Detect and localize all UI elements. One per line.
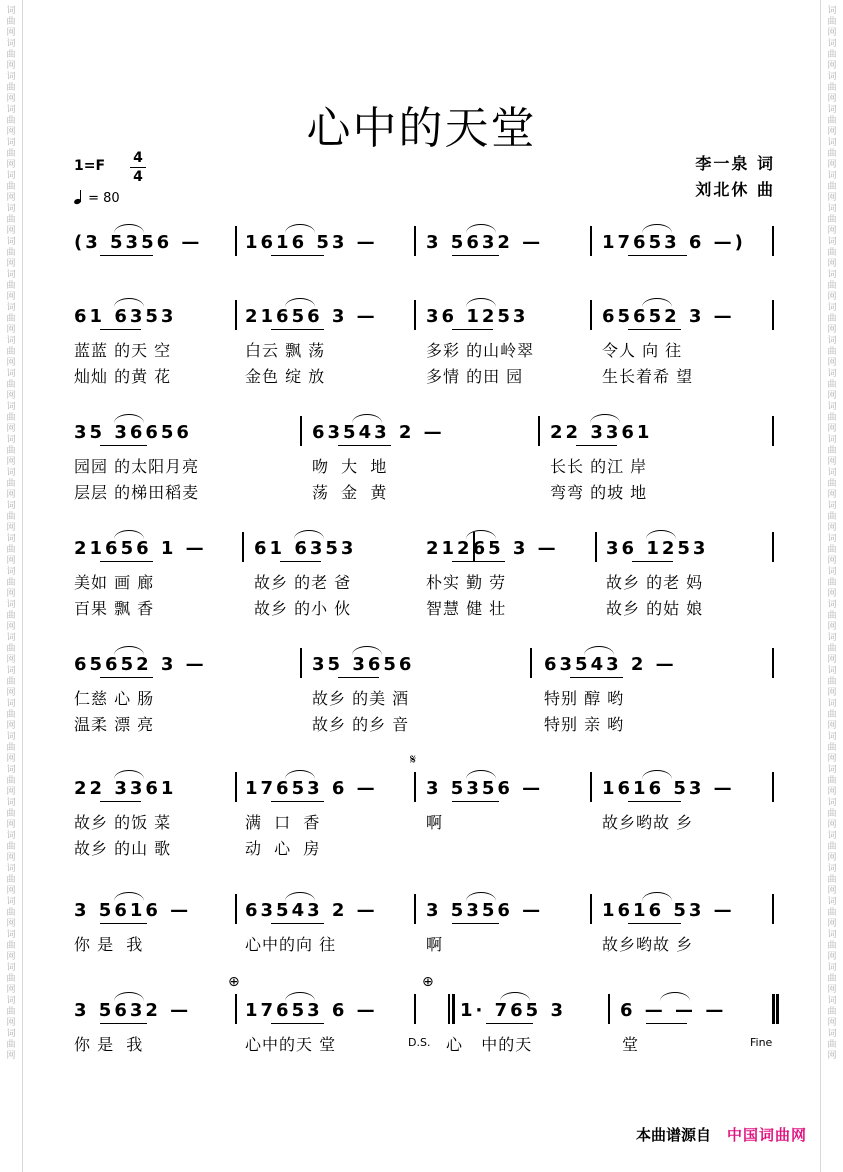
measure-notes: 61 6353: [254, 538, 357, 559]
tempo-marking: [74, 191, 120, 206]
bar-line: [448, 994, 450, 1024]
lyric-line: 故乡 的美 酒: [312, 689, 410, 708]
watermark-text-right: 词曲网词曲网词曲网词曲网词曲网词曲网词曲网词曲网词曲网词曲网词曲网词曲网词曲网词曲网词曲网词曲网词曲网词曲网词曲网词曲网词曲网词曲网词曲网词曲网词曲网词曲网词曲网词曲网词曲网词曲网词曲网词曲网: [827, 6, 837, 1061]
measure-notes: 63543 2 —: [312, 422, 445, 443]
bar-line: [414, 894, 416, 924]
beam-underline: [100, 677, 153, 678]
measure-notes: 1616 53 —: [245, 232, 378, 253]
slur: [114, 992, 144, 1001]
bar-line: [235, 894, 237, 924]
measure-notes: 1616 53 —: [602, 900, 735, 921]
bar-line: [595, 532, 597, 562]
beam-underline: [570, 677, 623, 678]
note-row: [60, 222, 782, 258]
lyric-line: 朴实 勤 劳: [426, 573, 507, 592]
bar-line: [772, 894, 774, 924]
measure-notes: 21656 3 —: [245, 306, 378, 327]
measure-notes: 63543 2 —: [245, 900, 378, 921]
lyric-line: 故乡 的山 歌: [74, 839, 172, 858]
measure-notes: 1· 765 3: [460, 1000, 566, 1021]
slur: [500, 992, 530, 1001]
beam-underline: [100, 923, 147, 924]
measure-notes: 35 3656: [312, 654, 415, 675]
slur: [466, 770, 496, 779]
beam-underline: [100, 801, 141, 802]
lyric-line: 啊: [426, 935, 444, 954]
note-row: [60, 990, 782, 1026]
time-signature: [130, 150, 146, 185]
lyric-line: 多情 的田 园: [426, 367, 524, 386]
slur: [285, 770, 315, 779]
beam-underline: [271, 801, 324, 802]
beam-underline: [452, 329, 493, 330]
lyric-line: 蓝蓝 的天 空: [74, 341, 172, 360]
bar-line: [300, 648, 302, 678]
lyric-line: 心中的向 往: [245, 935, 337, 954]
segno-icon: 𝄋: [410, 752, 417, 768]
lyric-line: 心中的天 堂: [245, 1035, 337, 1054]
beam-underline: [452, 923, 499, 924]
slur: [114, 646, 144, 655]
slur: [660, 992, 690, 1001]
beam-underline: [100, 255, 153, 256]
tempo-value: = 80: [88, 191, 120, 206]
measure-notes: (3 5356 —: [74, 232, 203, 253]
watermark-left: [0, 0, 23, 1172]
measure-notes: 61 6353: [74, 306, 177, 327]
footer: [636, 1124, 807, 1145]
beam-underline: [338, 445, 391, 446]
bar-line: [590, 772, 592, 802]
measure-notes: 3 5632 —: [426, 232, 544, 253]
beam-underline: [628, 801, 681, 802]
lyric-line: 特别 亲 哟: [544, 715, 625, 734]
slur: [285, 892, 315, 901]
slur: [642, 892, 672, 901]
lyric-line: 园园 的太阳月亮: [74, 457, 200, 476]
measure-notes: 3 5632 —: [74, 1000, 192, 1021]
lyric-line: 满 口 香: [245, 813, 321, 832]
slur: [114, 298, 144, 307]
slur: [114, 414, 144, 423]
bar-line: [414, 772, 416, 802]
lyric-line: 故乡 的老 爸: [254, 573, 352, 592]
beam-underline: [100, 1023, 147, 1024]
slur: [466, 224, 496, 233]
lyric-line: 堂: [622, 1035, 640, 1054]
lyric-line: 故乡 的小 伙: [254, 599, 352, 618]
lyric-line: 白云 飘 荡: [245, 341, 326, 360]
footer-brand: 中国词曲网: [726, 1126, 807, 1144]
bar-line: [530, 648, 532, 678]
measure-notes: 6 — — —: [620, 1000, 727, 1021]
bar-line: [590, 894, 592, 924]
beam-underline: [628, 923, 681, 924]
bar-line: [414, 300, 416, 330]
bar-line: [414, 226, 416, 256]
note-row: [60, 644, 782, 680]
coda-icon: ⊕: [422, 974, 434, 990]
bar-line: [235, 300, 237, 330]
lyric-line: 啊: [426, 813, 444, 832]
key-signature: 1=F: [74, 158, 106, 174]
measure-notes: 22 3361: [550, 422, 653, 443]
footer-source: 本曲谱源自: [635, 1126, 711, 1144]
lyric-line: 你 是 我: [74, 1035, 144, 1054]
slur: [114, 770, 144, 779]
slur: [466, 530, 496, 539]
slur: [584, 646, 614, 655]
measure-notes: 22 3361: [74, 778, 177, 799]
lyric-line: 多彩 的山岭翠: [426, 341, 535, 360]
note-row: [60, 528, 782, 564]
bar-line: [235, 226, 237, 256]
bar-line: [772, 772, 774, 802]
watermark-right: [820, 0, 843, 1172]
beam-underline: [452, 255, 499, 256]
lyric-line: 故乡 的乡 音: [312, 715, 410, 734]
beam-underline: [271, 329, 324, 330]
beam-underline: [632, 561, 673, 562]
measure-notes: 36 1253: [606, 538, 709, 559]
measure-notes: 65652 3 —: [602, 306, 735, 327]
slur: [646, 530, 676, 539]
measure-notes: 65652 3 —: [74, 654, 207, 675]
slur: [114, 224, 144, 233]
beam-underline: [646, 1023, 687, 1024]
lyric-line: 弯弯 的坡 地: [550, 483, 648, 502]
slur: [352, 646, 382, 655]
lyric-line: 故乡 的老 妈: [606, 573, 704, 592]
slur: [114, 892, 144, 901]
lyric-line: 故乡 的饭 菜: [74, 813, 172, 832]
slur: [114, 530, 144, 539]
measure-notes: 36 1253: [426, 306, 529, 327]
bar-line: [235, 994, 237, 1024]
lyric-line: 荡 金 黄: [312, 483, 388, 502]
lyric-line: 令人 向 往: [602, 341, 683, 360]
beam-underline: [452, 561, 505, 562]
lyric-line: 长长 的江 岸: [550, 457, 648, 476]
beam-underline: [280, 561, 321, 562]
bar-line: [772, 648, 774, 678]
lyric-line: 生长着希 望: [602, 367, 694, 386]
measure-notes: 21656 1 —: [74, 538, 207, 559]
lyric-line: 你 是 我: [74, 935, 144, 954]
bar-line: [772, 994, 775, 1024]
beam-underline: [100, 561, 153, 562]
measure-notes: 17653 6 —: [245, 1000, 378, 1021]
lyric-line: 心 中的天: [446, 1035, 533, 1054]
coda-icon: ⊕: [228, 974, 240, 990]
lyric-line: 金色 绽 放: [245, 367, 326, 386]
bar-line: [242, 532, 244, 562]
slur: [294, 530, 324, 539]
note-row: [60, 412, 782, 448]
lyric-line: 温柔 漂 亮: [74, 715, 155, 734]
lyric-line: 灿灿 的黄 花: [74, 367, 172, 386]
beam-underline: [100, 445, 147, 446]
beam-underline: [628, 255, 687, 256]
bar-line: [772, 226, 774, 256]
lyric-line: 智慧 健 壮: [426, 599, 507, 618]
bar-line: [590, 226, 592, 256]
beam-underline: [486, 1023, 533, 1024]
song-title: 心中的天堂: [306, 103, 537, 154]
measure-notes: 21265 3 —: [426, 538, 559, 559]
bar-line: [300, 416, 302, 446]
composer-credit: 刘北休 曲: [695, 180, 775, 199]
lyric-line: 动 心 房: [245, 839, 321, 858]
lyric-line: 百果 飘 香: [74, 599, 155, 618]
beam-underline: [338, 677, 379, 678]
bar-line: [772, 532, 774, 562]
beam-underline: [271, 255, 324, 256]
lyric-line: 特别 醇 哟: [544, 689, 625, 708]
slur: [642, 770, 672, 779]
watermark-text-left: 词曲网词曲网词曲网词曲网词曲网词曲网词曲网词曲网词曲网词曲网词曲网词曲网词曲网词曲网词曲网词曲网词曲网词曲网词曲网词曲网词曲网词曲网词曲网词曲网词曲网词曲网词曲网词曲网词曲网词曲网词曲网词曲网: [6, 6, 16, 1061]
slur: [285, 224, 315, 233]
measure-notes: 35 36656: [74, 422, 192, 443]
bar-line: [772, 416, 774, 446]
beam-underline: [271, 923, 324, 924]
slur: [466, 298, 496, 307]
beam-underline: [100, 329, 141, 330]
lyric-line: 仁慈 心 肠: [74, 689, 155, 708]
measure-notes: 17653 6 —: [245, 778, 378, 799]
measure-notes: 3 5356 —: [426, 900, 544, 921]
slur: [590, 414, 620, 423]
ds-marking: D.S.: [408, 1036, 431, 1049]
quarter-note-icon: [74, 192, 84, 204]
bar-line: [538, 416, 540, 446]
time-signature-top: 4: [133, 150, 143, 166]
lyric-line: 层层 的梯田稻麦: [74, 483, 200, 502]
note-row: [60, 296, 782, 332]
lyric-line: 吻 大 地: [312, 457, 388, 476]
slur: [642, 298, 672, 307]
lyric-line: 故乡哟故 乡: [602, 813, 694, 832]
bar-line: [608, 994, 610, 1024]
slur: [466, 892, 496, 901]
note-row: [60, 768, 782, 804]
bar-line: [235, 772, 237, 802]
measure-notes: 17653 6 —): [602, 232, 746, 253]
beam-underline: [271, 1023, 324, 1024]
beam-underline: [628, 329, 681, 330]
slur: [285, 992, 315, 1001]
bar-line: [414, 994, 416, 1024]
fine-marking: Fine: [750, 1036, 773, 1049]
slur: [642, 224, 672, 233]
bar-line: [590, 300, 592, 330]
measure-notes: 3 5616 —: [74, 900, 192, 921]
measure-notes: 1616 53 —: [602, 778, 735, 799]
repeat-bar-line: [452, 994, 455, 1024]
beam-underline: [576, 445, 617, 446]
time-signature-bottom: 4: [133, 169, 143, 185]
beam-underline: [452, 801, 499, 802]
lyric-line: 故乡哟故 乡: [602, 935, 694, 954]
measure-notes: 63543 2 —: [544, 654, 677, 675]
note-row: [60, 890, 782, 926]
slur: [285, 298, 315, 307]
lyricist-credit: 李一泉 词: [695, 154, 775, 173]
slur: [352, 414, 382, 423]
lyric-line: 故乡 的姑 娘: [606, 599, 704, 618]
bar-line: [772, 300, 774, 330]
measure-notes: 3 5356 —: [426, 778, 544, 799]
lyric-line: 美如 画 廊: [74, 573, 155, 592]
